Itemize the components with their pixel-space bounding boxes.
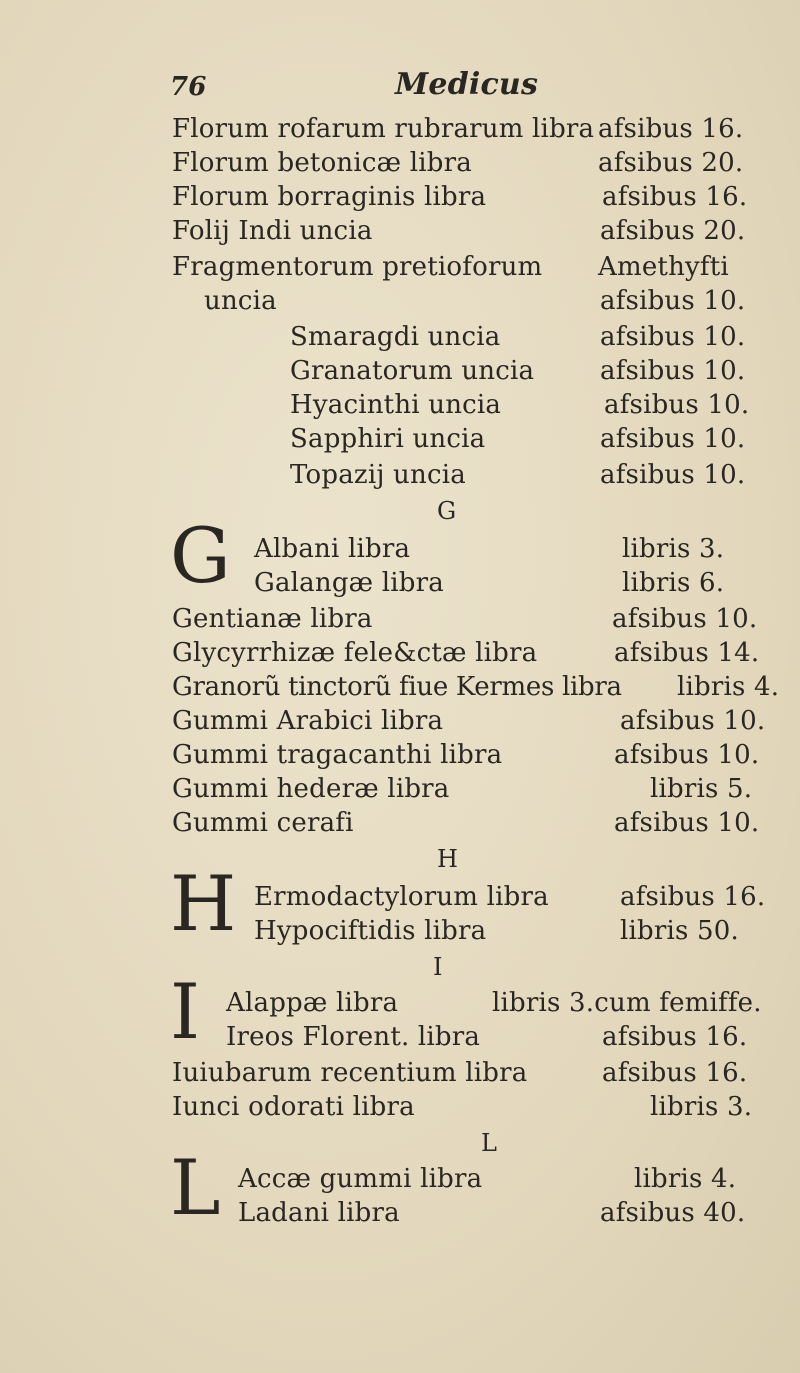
entry-name: Glycyrrhizæ fele&ctæ libra bbox=[172, 638, 538, 668]
entry-name: Florum betonicæ libra bbox=[172, 148, 472, 178]
entry-price: afsibus 16. bbox=[620, 882, 766, 912]
entry-name: Hyacinthi uncia bbox=[290, 390, 502, 420]
section-letter-i: I bbox=[433, 953, 443, 981]
section-letter-l: L bbox=[481, 1129, 498, 1157]
section-letter-g: G bbox=[437, 497, 457, 525]
entry-price: afsibus 10. bbox=[600, 460, 746, 490]
entry-name: Ermodactylorum libra bbox=[254, 882, 549, 912]
entry-price: afsibus 10. bbox=[614, 740, 760, 770]
entry-price: afsibus 10. bbox=[600, 286, 746, 316]
entry-price: afsibus 10. bbox=[604, 390, 750, 420]
entry-name: Granorũ tinctorũ fiue Kermes libra bbox=[172, 672, 622, 702]
entry-name: Topazij uncia bbox=[290, 460, 466, 490]
entry-name: Galangæ libra bbox=[254, 568, 444, 598]
entry-price: afsibus 16. bbox=[598, 114, 744, 144]
entry-price: afsibus 20. bbox=[598, 148, 744, 178]
entry-price: afsibus 16. bbox=[602, 1022, 748, 1052]
entry-price: libris 50. bbox=[620, 916, 739, 946]
entry-price: libris 4. bbox=[677, 672, 780, 702]
entry-name: Folij Indi uncia bbox=[172, 216, 373, 246]
entry-price: libris 3. bbox=[622, 534, 725, 564]
entry-name: Accæ gummi libra bbox=[238, 1164, 483, 1194]
entry-name: Iuiubarum recentium libra bbox=[172, 1058, 528, 1088]
entry-name: Gummi cerafi bbox=[172, 808, 354, 838]
entry-price: libris 5. bbox=[650, 774, 753, 804]
entry-name: Sapphiri uncia bbox=[290, 424, 486, 454]
entry-name: Gummi tragacanthi libra bbox=[172, 740, 503, 770]
entry-price: afsibus 10. bbox=[620, 706, 766, 736]
entry-price: afsibus 10. bbox=[614, 808, 760, 838]
entry-name: Hypociftidis libra bbox=[254, 916, 487, 946]
entry-name: Albani libra bbox=[254, 534, 411, 564]
entry-name: Fragmentorum pretioforum bbox=[172, 252, 543, 282]
entry-price: afsibus 10. bbox=[612, 604, 758, 634]
drop-cap-h: H bbox=[170, 859, 237, 948]
entry-price: afsibus 16. bbox=[602, 182, 748, 212]
entry-price: libris 3.cum femiffe. bbox=[492, 988, 762, 1018]
entry-name: Iunci odorati libra bbox=[172, 1092, 415, 1122]
drop-cap-l: L bbox=[170, 1143, 221, 1232]
entry-price: afsibus 20. bbox=[600, 216, 746, 246]
entry-name: Ireos Florent. libra bbox=[226, 1022, 481, 1052]
running-title: Medicus bbox=[395, 67, 539, 102]
entry-price: afsibus 10. bbox=[600, 322, 746, 352]
entry-name: uncia bbox=[204, 286, 277, 316]
entry-name: Alappæ libra bbox=[226, 988, 399, 1018]
page-number: 76 bbox=[170, 72, 207, 102]
entry-name: Gummi Arabici libra bbox=[172, 706, 444, 736]
entry-name: Florum borraginis libra bbox=[172, 182, 487, 212]
entry-price: afsibus 16. bbox=[602, 1058, 748, 1088]
entry-price: afsibus 40. bbox=[600, 1198, 746, 1228]
entry-name: Florum rofarum rubrarum libra bbox=[172, 114, 595, 144]
entry-price: libris 6. bbox=[622, 568, 725, 598]
entry-name: Gentianæ libra bbox=[172, 604, 373, 634]
entry-name: Ladani libra bbox=[238, 1198, 400, 1228]
entry-name: Smaragdi uncia bbox=[290, 322, 501, 352]
drop-cap-g: G bbox=[170, 511, 231, 600]
entry-name: Gummi hederæ libra bbox=[172, 774, 450, 804]
section-letter-h: H bbox=[437, 845, 459, 873]
drop-cap-i: I bbox=[170, 967, 201, 1056]
entry-price: libris 3. bbox=[650, 1092, 753, 1122]
entry-price: afsibus 10. bbox=[600, 424, 746, 454]
entry-price: afsibus 14. bbox=[614, 638, 760, 668]
entry-price: Amethyfti bbox=[598, 252, 729, 282]
entry-price: afsibus 10. bbox=[600, 356, 746, 386]
entry-name: Granatorum uncia bbox=[290, 356, 535, 386]
entry-price: libris 4. bbox=[634, 1164, 737, 1194]
